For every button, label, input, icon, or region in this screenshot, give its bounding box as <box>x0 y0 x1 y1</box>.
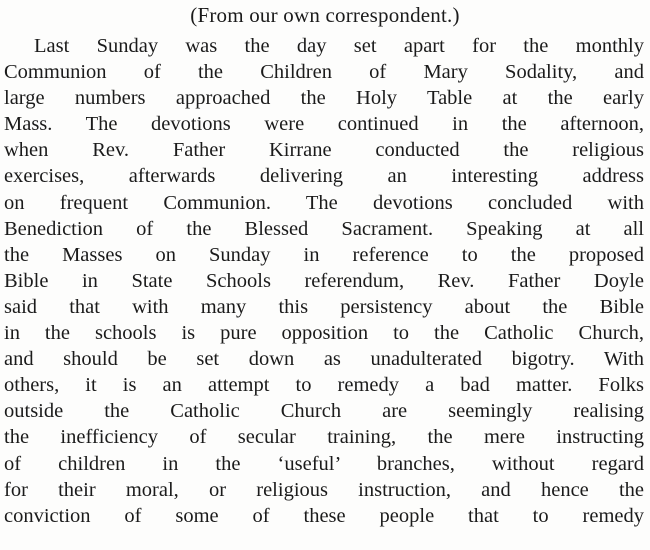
article-line: the Masses on Sunday in reference to the proposed <box>4 243 644 266</box>
article-line: said that with many this persistency about the Bible <box>4 295 644 318</box>
article-line: and should be set down as unadulterated bigotry. With <box>4 348 644 371</box>
article-line: the inefficiency of secular training, the mere instructing <box>4 426 644 449</box>
article-line: Benediction of the Blessed Sacrament. Speaking at all <box>4 217 644 240</box>
article-line: conviction of some of these people that to remedy <box>4 504 644 527</box>
article-line: exercises, afterwards delivering an interesting address <box>4 165 644 188</box>
article-line: Bible in State Schools referendum, Rev. Father Doyle <box>4 269 644 292</box>
article-line: large numbers approached the Holy Table at the early <box>4 87 644 110</box>
article-line: Mass. The devotions were continued in the afternoon, <box>4 113 644 136</box>
correspondent-byline: (From our own correspondent.) <box>190 3 460 27</box>
article-line: Communion of the Children of Mary Sodality, and <box>4 61 644 84</box>
article-body <box>4 33 644 529</box>
article-line: outside the Catholic Church are seemingly realising <box>4 400 644 423</box>
article-line: of children in the ‘useful’ branches, without regard <box>4 452 644 475</box>
article-line: when Rev. Father Kirrane conducted the religious <box>4 139 644 162</box>
article-line: for their moral, or religious instruction, and hence the <box>4 478 644 501</box>
article-line: Last Sunday was the day set apart for the monthly <box>34 35 644 57</box>
article-line: others, it is an attempt to remedy a bad matter. Folks <box>4 374 644 397</box>
article-line: in the schools is pure opposition to the Catholic Church, <box>4 322 644 345</box>
article-line: on frequent Communion. The devotions concluded with <box>4 191 644 214</box>
